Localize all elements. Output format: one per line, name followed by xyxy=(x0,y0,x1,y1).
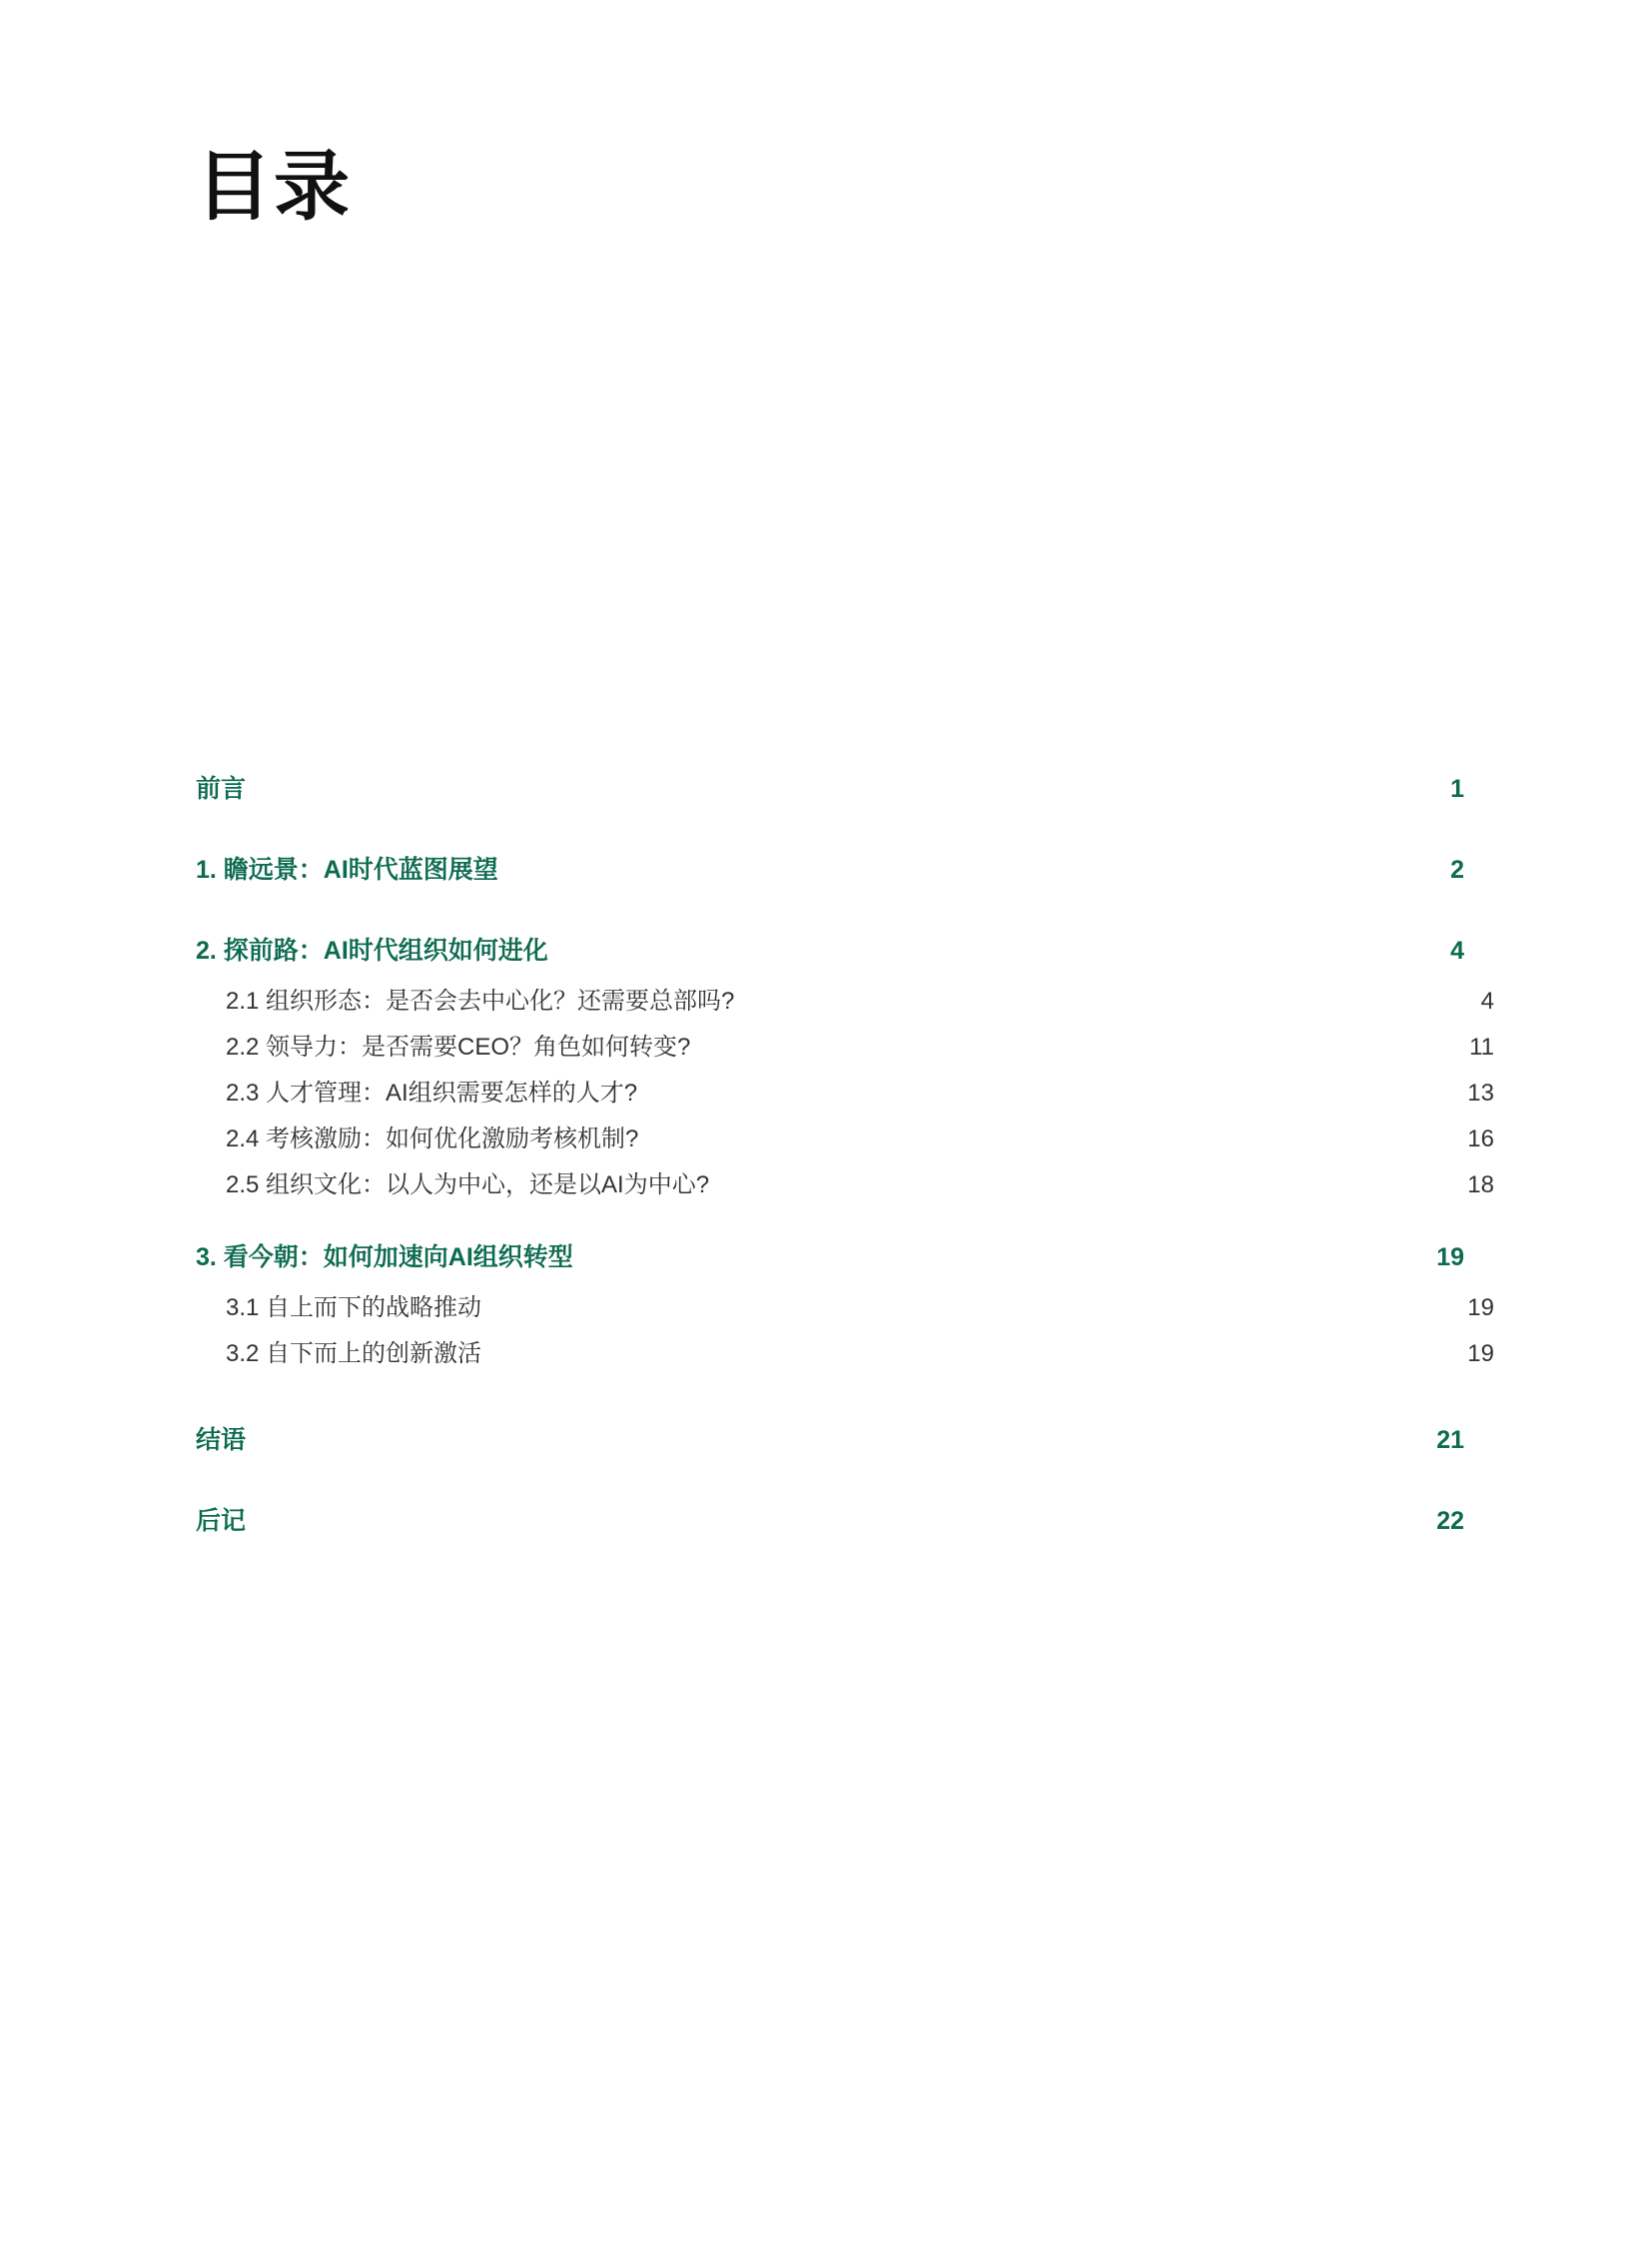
toc-entry-label: 后记 xyxy=(196,1507,247,1535)
toc-entry-page: 16 xyxy=(1467,1125,1494,1152)
toc-entry-page: 1 xyxy=(1450,775,1464,803)
toc-entry-label: 2.5 组织文化：以人为中心，还是以AI为中心? xyxy=(226,1171,710,1198)
toc-group-conclusion xyxy=(196,1420,1464,1456)
toc-entry-page: 19 xyxy=(1436,1243,1464,1271)
toc-entry-page: 13 xyxy=(1467,1080,1494,1107)
toc-entry-label: 结语 xyxy=(196,1426,247,1454)
toc-entry-label: 3. 看今朝：如何加速向AI组织转型 xyxy=(196,1243,573,1271)
toc-entry-label: 2.2 领导力：是否需要CEO？角色如何转变? xyxy=(226,1034,691,1061)
toc-entry-page: 18 xyxy=(1467,1171,1494,1198)
toc-group-preface xyxy=(196,769,1464,805)
toc-group-chapter-2 xyxy=(196,931,1494,1199)
toc-entry-page: 22 xyxy=(1436,1507,1464,1535)
toc-entry-page: 21 xyxy=(1436,1426,1464,1454)
toc-entry-page: 11 xyxy=(1469,1034,1494,1061)
toc-entry-2-3[interactable] xyxy=(196,1073,1494,1108)
toc-entry-3-2[interactable] xyxy=(196,1333,1494,1368)
toc-entry-page: 4 xyxy=(1480,988,1494,1015)
toc-entry-2-2[interactable] xyxy=(196,1027,1494,1062)
spacer xyxy=(196,1456,1464,1501)
page-title: 目录 xyxy=(196,146,352,230)
toc-entry-label: 3.1 自上而下的战略推动 xyxy=(226,1294,482,1321)
table-of-contents xyxy=(196,769,1494,1537)
toc-group-chapter-1 xyxy=(196,850,1464,886)
toc-entry-label: 2.3 人才管理：AI组织需要怎样的人才? xyxy=(226,1080,638,1107)
toc-entry-page: 19 xyxy=(1467,1340,1494,1367)
toc-entry-label: 1. 瞻远景：AI时代蓝图展望 xyxy=(196,856,498,884)
toc-entry-chapter-3[interactable] xyxy=(196,1237,1464,1273)
toc-entry-conclusion[interactable] xyxy=(196,1420,1464,1456)
spacer xyxy=(196,805,1464,850)
toc-sublist-chapter-3 xyxy=(196,1287,1494,1368)
toc-entry-3-1[interactable] xyxy=(196,1287,1494,1322)
toc-entry-2-4[interactable] xyxy=(196,1119,1494,1153)
toc-entry-label: 3.2 自下而上的创新激活 xyxy=(226,1340,482,1367)
toc-entry-postscript[interactable] xyxy=(196,1501,1464,1537)
toc-entry-label: 2.4 考核激励：如何优化激励考核机制? xyxy=(226,1125,639,1152)
toc-entry-page: 4 xyxy=(1450,937,1464,965)
toc-entry-page: 19 xyxy=(1467,1294,1494,1321)
toc-entry-label: 前言 xyxy=(196,775,247,803)
spacer xyxy=(196,1199,1464,1237)
toc-sublist-chapter-2 xyxy=(196,981,1494,1199)
toc-entry-page: 2 xyxy=(1450,856,1464,884)
toc-entry-preface[interactable] xyxy=(196,769,1464,805)
toc-group-postscript xyxy=(196,1501,1464,1537)
toc-entry-chapter-2[interactable] xyxy=(196,931,1464,967)
toc-entry-2-5[interactable] xyxy=(196,1164,1494,1199)
toc-entry-label: 2.1 组织形态：是否会去中心化？还需要总部吗? xyxy=(226,988,735,1015)
toc-entry-2-1[interactable] xyxy=(196,981,1494,1016)
toc-entry-chapter-1[interactable] xyxy=(196,850,1464,886)
spacer xyxy=(196,1368,1464,1420)
spacer xyxy=(196,886,1464,931)
toc-group-chapter-3 xyxy=(196,1237,1494,1368)
toc-entry-label: 2. 探前路：AI时代组织如何进化 xyxy=(196,937,548,965)
